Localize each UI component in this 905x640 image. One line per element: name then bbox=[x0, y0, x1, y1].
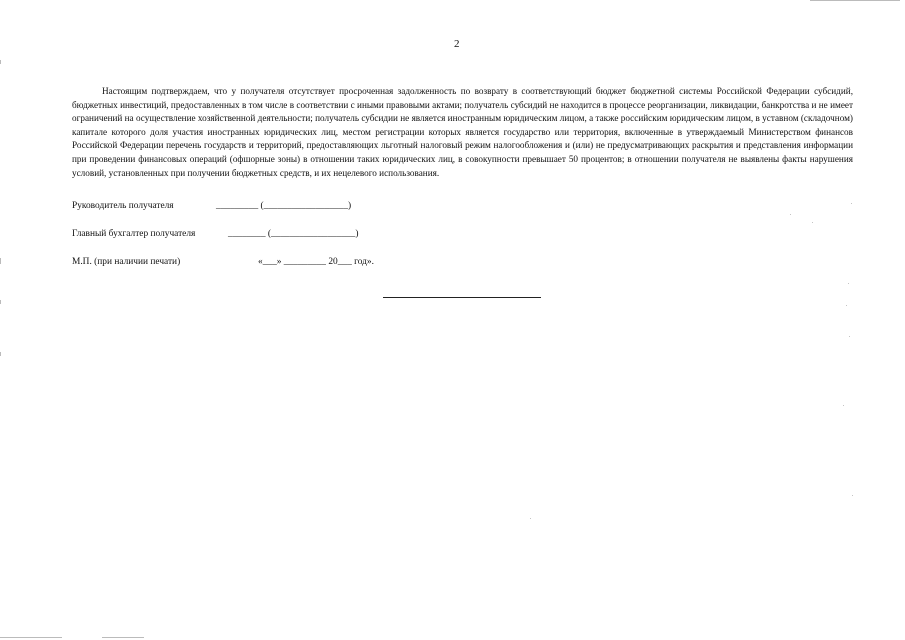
footer-separator-line bbox=[383, 297, 541, 298]
scan-speck bbox=[812, 222, 813, 223]
scan-speck bbox=[843, 405, 844, 406]
scan-edge-mark bbox=[0, 258, 1, 264]
scan-edge-mark bbox=[0, 300, 1, 304]
scan-speck bbox=[849, 336, 850, 337]
stamp-label: М.П. (при наличии печати) bbox=[72, 257, 181, 267]
scan-speck bbox=[530, 518, 531, 519]
scan-speck bbox=[848, 283, 849, 284]
accountant-signature-row bbox=[72, 229, 359, 239]
accountant-signature-line: ________ (__________________) bbox=[228, 229, 359, 239]
scan-speck bbox=[852, 495, 853, 496]
accountant-signature-label: Главный бухгалтер получателя bbox=[72, 229, 196, 239]
head-signature-row bbox=[72, 201, 352, 211]
scan-edge-mark bbox=[810, 0, 900, 1]
scan-speck bbox=[851, 203, 852, 204]
stamp-date-row bbox=[72, 257, 374, 267]
confirmation-paragraph: Настоящим подтверждаем, что у получателя отсутствует просроченная задолженность по возврату в соответствующий бюджет бюджетной системы Российской Федерации субсидий, бюджетных инвестиций, предоставленных в том числе в соответствии с иными правовыми актами; получатель субсидий не находится в процессе реорганизации, ликвидации, банкротства и не имеет ограничений на осуществление хозяйственной деятельности; получатель субсидии не является иностранным юридическим лицом, а также российским юридическим лицом, в уставном (складочном) капитале которого доля участия иностранных юридических лиц, местом регистрации которых является государство или территория, включенные в утверждаемый Министерством финансов Российской Федерации перечень государств и территорий, предоставляющих льготный налоговый режим налогообложения и (или) не предусматривающих раскрытия и представления информации при проведении финансовых операций (офшорные зоны) в отношении таких юридических лиц, в совокупности превышает 50 процентов; в отношении получателя не выявлены факты нарушения условий, установленных при получении бюджетных средств, и их нецелевого использования. bbox=[72, 86, 853, 178]
scan-edge-mark bbox=[102, 637, 144, 638]
scan-speck bbox=[846, 305, 847, 306]
scan-edge-mark bbox=[0, 352, 1, 356]
scan-edge-mark bbox=[0, 60, 1, 64]
scan-speck bbox=[790, 214, 791, 215]
head-signature-label: Руководитель получателя bbox=[72, 201, 174, 211]
head-signature-line: _________ (__________________) bbox=[216, 201, 352, 211]
page-number: 2 bbox=[454, 38, 460, 50]
scan-edge-mark bbox=[0, 637, 62, 638]
date-line: «___» _________ 20___ год». bbox=[258, 257, 374, 267]
